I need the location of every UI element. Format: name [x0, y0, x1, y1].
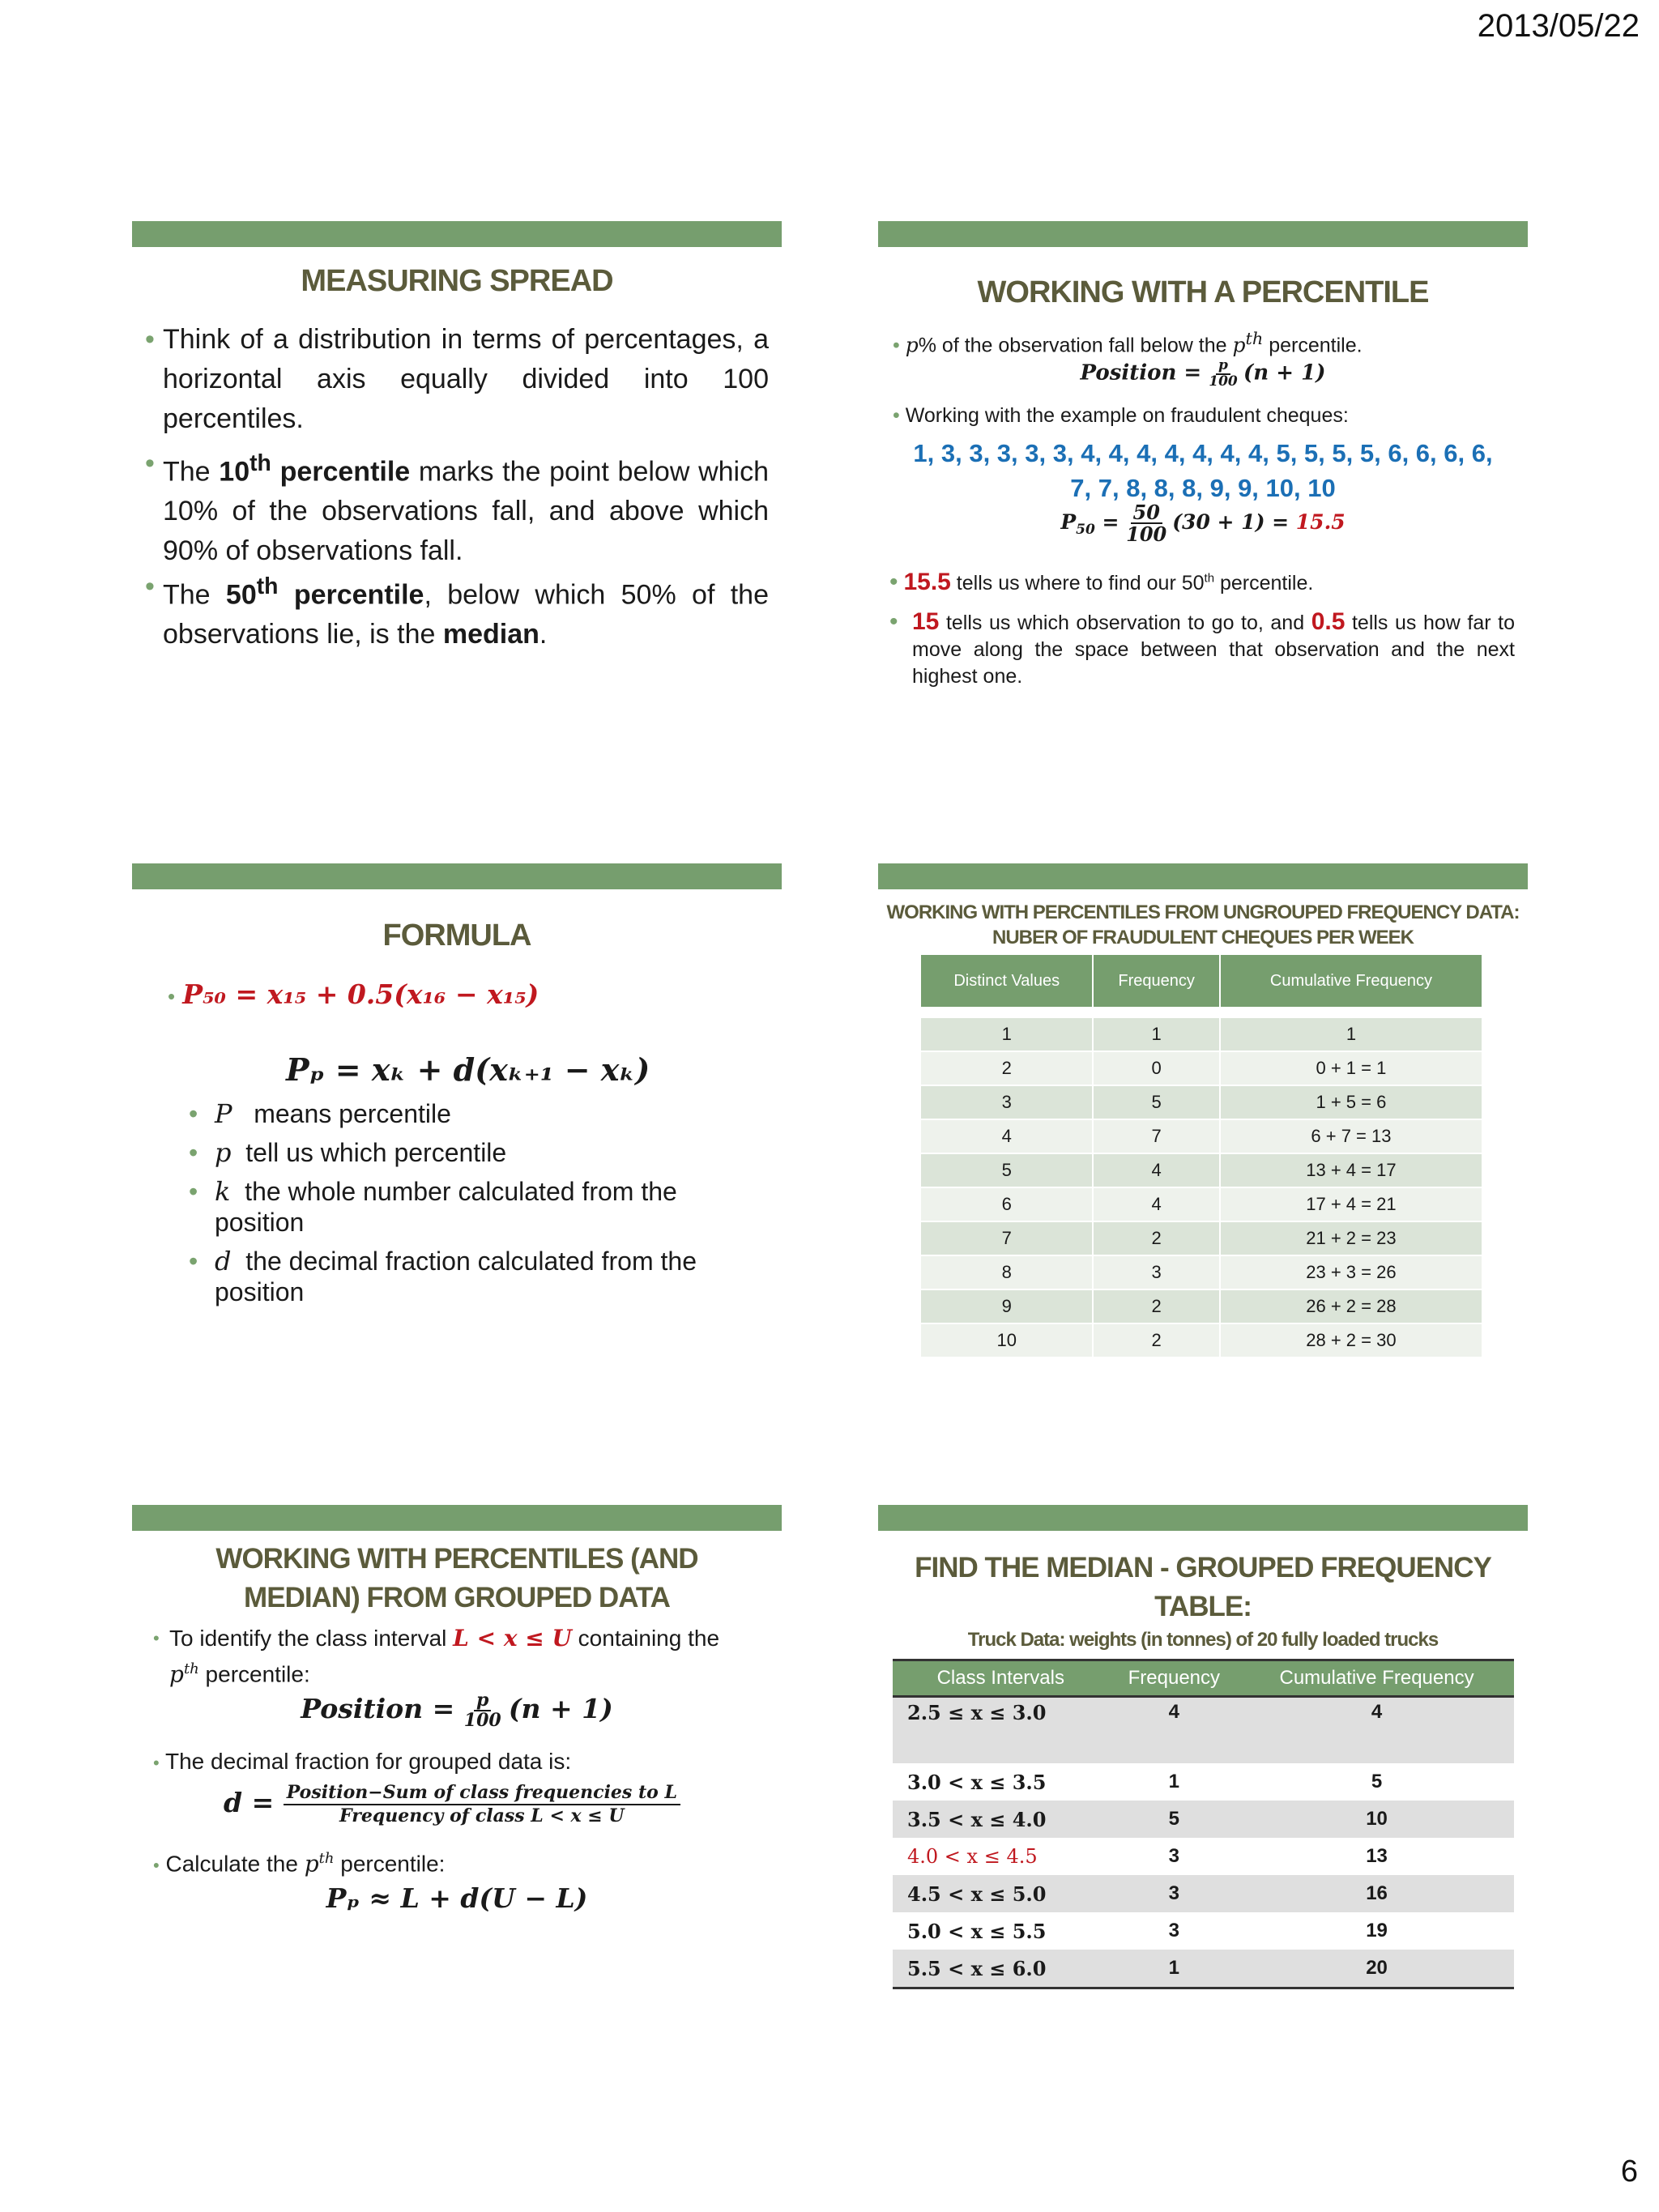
- slide-measuring-spread: [132, 221, 782, 790]
- slide-title-line-2: NUBER OF FRAUDULENT CHEQUES PER WEEK: [992, 927, 1414, 948]
- bullet-15-5: • 15.5 tells us where to find our 50th percentile.: [889, 569, 1314, 595]
- general-percentile-formula: Pₚ = xₖ + d(xₖ₊₁ − xₖ): [286, 1051, 650, 1088]
- bullet-15-and-0-5: • 15 tells us which observation to go to, and 0.5 tells us how far to move along the space between that observation and the next highest one.: [889, 608, 1515, 688]
- column-header: Class Intervals: [893, 1660, 1109, 1697]
- column-header: Frequency: [1109, 1660, 1240, 1697]
- slide-header-bar: [132, 863, 782, 889]
- column-header: Distinct Values: [921, 955, 1093, 1007]
- page-number: 6: [1620, 2154, 1638, 2189]
- bullet-class-interval: • To identify the class interval L < x ≤ U containing the $p^{th}$ percentile:: [153, 1625, 720, 1688]
- table-row: 1 1 1: [921, 1017, 1482, 1051]
- cheques-data-line-1: 1, 3, 3, 3, 3, 3, 4, 4, 4, 4, 4, 4, 4, 5, 5, 5, 5, 6, 6, 6, 6,: [913, 439, 1493, 467]
- slide-header-bar: [132, 1505, 782, 1531]
- slide-header-bar: [878, 863, 1528, 889]
- slide-grouped-percentiles: [132, 1505, 782, 2073]
- slide-title-line-1: FIND THE MEDIAN - GROUPED FREQUENCY: [915, 1552, 1491, 1583]
- p50-formula: $P_{50}$ = $\frac{50}{100}$ (30 + 1) = 15.5: [1060, 501, 1346, 547]
- bullet-p50-formula: • P₅₀ = x₁₅ + 0.5(x₁₆ − x₁₅): [168, 978, 539, 1010]
- legend-item-k: • k the whole number calculated from the position: [189, 1176, 677, 1237]
- table-row: 4.5 < x ≤ 5.0 3 16: [893, 1875, 1514, 1912]
- slide-header-bar: [132, 221, 782, 247]
- slide-header-bar: [878, 1505, 1528, 1531]
- table-row: 9 2 26 + 2 = 28: [921, 1289, 1482, 1323]
- slide-header-bar: [878, 221, 1528, 247]
- ungrouped-frequency-table: [921, 955, 1483, 1357]
- table-header-row: [893, 1660, 1514, 1697]
- slide-working-with-percentile: [878, 221, 1528, 790]
- grouped-frequency-table: [893, 1659, 1514, 1989]
- table-row: 8 3 23 + 3 = 26: [921, 1255, 1482, 1289]
- table-row: 4 7 6 + 7 = 13: [921, 1119, 1482, 1153]
- bullet-distribution: • Think of a distribution in terms of percentages, a horizontal axis equally divided into 100 percentiles.: [145, 324, 769, 434]
- slide-formula: [132, 863, 782, 1432]
- table-row: 5 4 13 + 4 = 17: [921, 1153, 1482, 1187]
- grouped-position-formula: Position = $\frac{p}{100}$ (n + 1): [301, 1690, 613, 1732]
- slide-ungrouped-frequency: [878, 863, 1528, 1432]
- cheques-data-line-2: 7, 7, 8, 8, 8, 9, 9, 10, 10: [1070, 474, 1336, 502]
- table-row: 6 4 17 + 4 = 21: [921, 1187, 1482, 1221]
- table-caption: Truck Data: weights (in tonnes) of 20 fully loaded trucks: [967, 1629, 1439, 1651]
- slide-title: MEASURING SPREAD: [301, 264, 613, 298]
- slide-title-line-2: TABLE:: [1154, 1591, 1252, 1622]
- table-row: 3.0 < x ≤ 3.5 1 5: [907, 1770, 1383, 1794]
- position-formula: Position = $\frac{p}{100}$ (n + 1): [1080, 357, 1326, 390]
- bullet-50th-percentile: • The 50th percentile, below which 50% of the observations lie, is the median.: [145, 571, 769, 650]
- formula-legend-list: [189, 1098, 772, 1307]
- table-row: 5.0 < x ≤ 5.5 3 19: [907, 1919, 1388, 1943]
- bullet-10th-percentile: • The 10th percentile marks the point below which 10% of the observations fall, and above which 90% of observations fall.: [145, 448, 769, 567]
- bullet-p-percent: • p% of the observation fall below the $p^{th}$ percentile.: [893, 329, 1363, 357]
- slide-median-grouped: [878, 1505, 1528, 2073]
- table-row: 7 2 21 + 2 = 23: [921, 1221, 1482, 1255]
- table-row: 2 0 0 + 1 = 1: [921, 1051, 1482, 1085]
- column-header: Frequency: [1093, 955, 1219, 1007]
- slide-title-line-1: WORKING WITH PERCENTILES FROM UNGROUPED FREQUENCY DATA:: [886, 901, 1520, 923]
- slide-title-line-2: MEDIAN) FROM GROUPED DATA: [244, 1582, 670, 1613]
- column-header: Cumulative Frequency: [1239, 1660, 1514, 1697]
- bullet-decimal-fraction: • The decimal fraction for grouped data is:: [153, 1749, 572, 1774]
- grouped-percentile-formula: Pₚ ≈ L + d(U − L): [326, 1882, 588, 1914]
- legend-item-P: • P means percentile: [189, 1098, 451, 1129]
- bullet-calculate-percentile: • Calculate the $p^{th}$ percentile:: [153, 1850, 446, 1877]
- table-row: 10 2 28 + 2 = 30: [921, 1323, 1482, 1357]
- table-row: 3 5 1 + 5 = 6: [921, 1085, 1482, 1119]
- slide-title: WORKING WITH A PERCENTILE: [977, 275, 1429, 309]
- table-row: 2.5 ≤ x ≤ 3.0 4 4: [893, 1697, 1514, 1764]
- column-header: Cumulative Frequency: [1220, 955, 1482, 1007]
- document-date: 2013/05/22: [1477, 8, 1640, 44]
- decimal-fraction-formula: d = $\frac{\text{Position−Sum of class frequencies to L}}{\text{Frequency of class L < x ≤ U}}$: [224, 1784, 680, 1826]
- slide-title: FORMULA: [382, 918, 531, 953]
- slide-title-line-1: WORKING WITH PERCENTILES (AND: [215, 1543, 698, 1575]
- table-row: 5.5 < x ≤ 6.0 1 20: [893, 1950, 1514, 1988]
- table-row-median-class: 4.0 < x ≤ 4.5 3 13: [907, 1845, 1388, 1868]
- legend-item-d: • d the decimal fraction calculated from the position: [189, 1246, 697, 1306]
- bullet-fraudulent-example: • Working with the example on fraudulent cheques:: [893, 404, 1349, 427]
- legend-item-p: • p tell us which percentile: [189, 1137, 507, 1168]
- table-row: 3.5 < x ≤ 4.0 5 10: [893, 1801, 1514, 1838]
- table-header-row: [921, 955, 1482, 1007]
